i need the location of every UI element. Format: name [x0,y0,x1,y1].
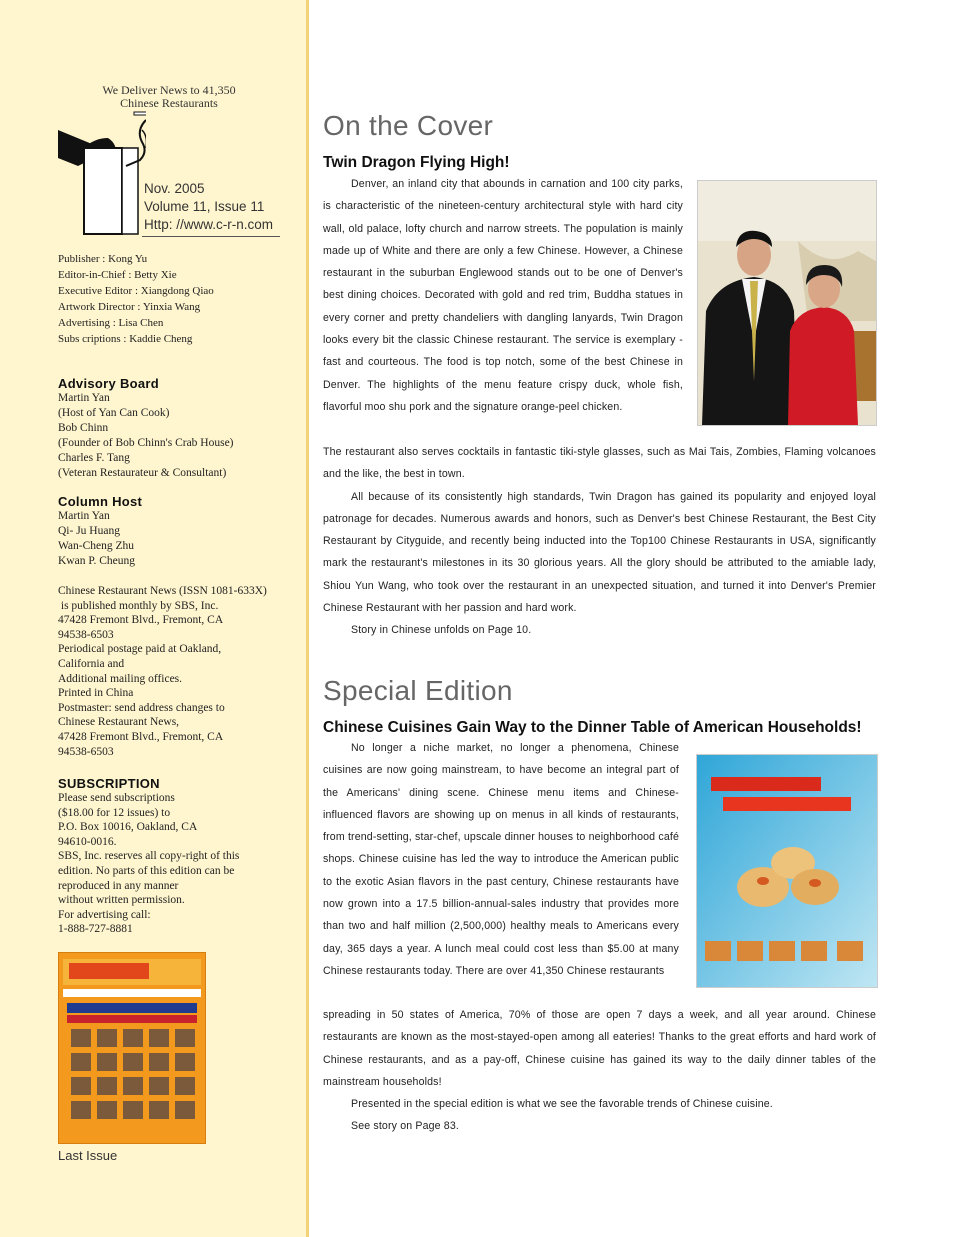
advisory-board-heading: Advisory Board [58,376,160,391]
issue-url[interactable]: Http: //www.c-r-n.com [144,217,274,232]
cover-headline: Twin Dragon Flying High! [323,154,510,171]
cover-article-body-continued: The restaurant also serves cocktails in fantastic tiki-style glasses, such as Mai Tais, Zombies, Flaming volcanoes and the like, the best in town. All because of its consistently high standards, Twin Dragon has gained its popularity and enjoyed loyal patronage for decades. Numerous awards and honors, such as Denver's best Chinese Restaurant, the Best City Restaurant by Cityguide, and recently being inducted into the Top100 Chinese Restaurants in USA, significantly mark the restaurant's milestones in its 30 glorious years. All the glory should be attributed to the amiable lady, Shiou Yun Wang, who took over the restaurant in an unexpected situation, and turned it into Denver's Premier Chinese Restaurant with her passion and hard work. Story in Chinese unfolds on Page 10. [323,446,876,637]
issue-info [144,180,273,234]
issue-volume: Volume 11, Issue 11 [144,199,265,214]
advisory-board-list: Martin Yan (Host of Yan Can Cook) Bob Chinn (Founder of Bob Chinn's Crab House) Charles F. Tang (Veteran Restaurateur & Consultant) [58,392,234,479]
publication-info: Chinese Restaurant News (ISSN 1081-633X) is published monthly by SBS, Inc. 47428 Fremont Blvd., Fremont, CA 94538-6503 Periodical postage paid at Oakland, California and Additional mailing offices. Printed in China Postmaster: send address changes to Chinese Restaurant News, 47428 Fremont Blvd., Fremont, CA 94538-6503 [58,585,267,758]
waiter-hand-logo [56,108,146,238]
subscription-heading: SUBSCRIPTION [58,776,160,791]
issue-divider [142,236,280,237]
sidebar-divider [306,0,309,1237]
special-article-body: No longer a niche market, no longer a phenomena, Chinese cuisines are now going mainstream, to have become an integral part of the Americans' dining scene. Chinese menu items and Chinese-influenced flavors are showing up on menus in all kinds of restaurants, from trend-setting, star-chef, upscale dinner houses to neighborhood café shops. Chinese cuisine has led the way to introduce the American public to the exotic Asian flavors in the past century, Chinese restaurants have now grown into a 17.5 billion-annual-sales industry that provides more than two and half million (2,500,000) healthy meals to Americans every day, 365 days a year. A lunch meal could cost less than $5.00 at many Chinese restaurants today. There are over 41,350 Chinese restaurants [323,742,679,977]
cover-section-title: On the Cover [323,110,494,141]
cover-article-body: Denver, an inland city that abounds in carnation and 100 city parks, is characteristic of the nineteen-century architectural style with hard city wall, old palace, lofty church and narrow streets. The population is mainly made up of White and there are only a few Chinese. However, a Chinese restaurant in the suburban Englewood stands out to be one of Denver's best dining choices. Decorated with gold and red trim, Buddha statues in every corner and pretty chandeliers with dangling lanyards, Twin Dragon looks every bit the classic Chinese restaurant. The service is exemplary - fast and courteous. The food is top notch, some of the best Chinese in Denver. The highlights of the menu feature crispy duck, whole fish, flavorful moo shu pork and the signature orange-peel chicken. [323,178,683,413]
issue-date: Nov. 2005 [144,181,205,196]
column-host-list: Martin Yan Qi- Ju Huang Wan-Cheng Zhu Kwan P. Cheung [58,510,135,567]
special-section-title: Special Edition [323,675,513,706]
staff-list: Publisher : Kong Yu Editor-in-Chief : Betty Xie Executive Editor : Xiangdong Qiao Artwork Director : Yinxia Wang Advertising : Lisa Chen Subs criptions : Kaddie Cheng [58,253,214,345]
owners-photo [697,180,877,426]
subscription-info: Please send subscriptions ($18.00 for 12 issues) to P.O. Box 10016, Oakland, CA 94610-0016. SBS, Inc. reserves all copy-right of this edition. No parts of this edition can be reproduced in any manner without written permission. For advertising call: 1-888-727-8881 [58,792,240,936]
special-headline: Chinese Cuisines Gain Way to the Dinner Table of American Households! [323,719,862,736]
column-host-heading: Column Host [58,494,143,509]
last-issue-label: Last Issue [58,1148,118,1163]
last-issue-cover-image[interactable] [58,952,206,1144]
special-article-body-continued: spreading in 50 states of America, 70% of those are open 7 days a week, and all year around. Chinese restaurants are known as the most-stayed-open among all eateries! Thanks to the great efforts and hard work of Chinese restaurants, and as a pay-off, Chinese cuisine has gained its way to the daily dinner tables of the mainstream households! Presented in the special edition is what we see the favorable trends of Chinese cuisine. See story on Page 83. [323,1009,876,1133]
tagline: We Deliver News to 41,350 Chinese Restaurants [102,83,236,110]
special-edition-cover-image [696,754,878,988]
